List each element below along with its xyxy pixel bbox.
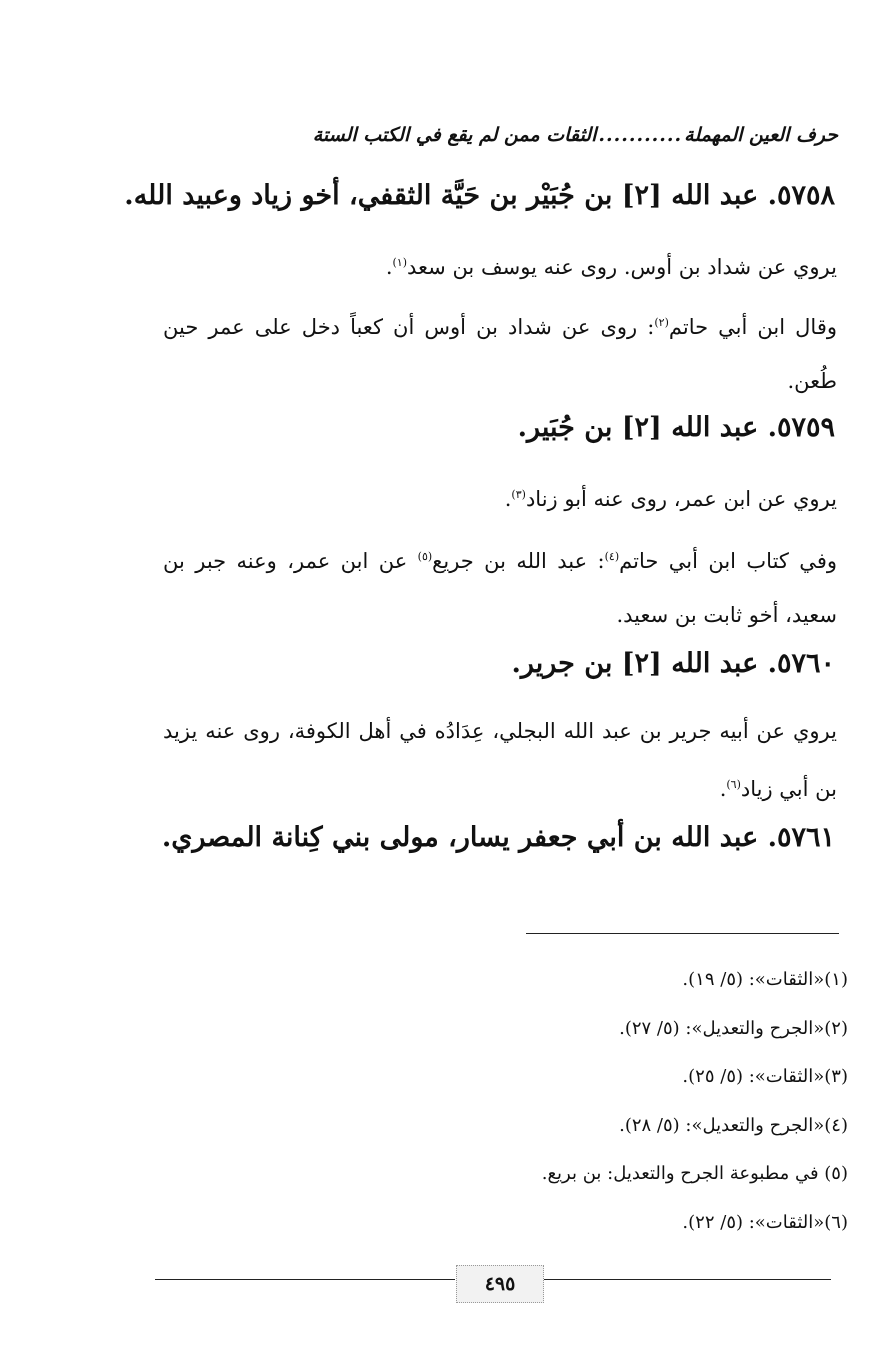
bottom-rule-right: [544, 1279, 831, 1280]
entry-title-5758: ٥٧٥٨. عبد الله [٢] بن جُبَيْر بن حَيَّة الثقفي، أخو زياد وعبيد الله.: [124, 180, 835, 211]
entry-5758-para-1: يروي عن شداد بن أوس. روى عنه يوسف بن سعد$^{(١)}$.: [385, 255, 837, 279]
footnotes: [508, 962, 848, 1253]
entry-title-5759: ٥٧٥٩. عبد الله [٢] بن جُبَير.: [517, 412, 835, 443]
footnote-mark-4: (٤): [604, 550, 620, 563]
footnote-mark-3: (٣): [511, 488, 526, 501]
footnote-6: (٦)«الثقات»: (٥/ ٢٢).: [682, 1211, 848, 1233]
entry-5759-para-1: يروي عن ابن عمر، روى عنه أبو زناد$^{(٣)}$.: [504, 487, 837, 511]
header-leader-dots: ...........: [598, 124, 683, 146]
entry-title-5760: ٥٧٦٠. عبد الله [٢] بن جرير.: [511, 648, 835, 679]
footnote-3: (٣)«الثقات»: (٥/ ٢٥).: [682, 1066, 848, 1087]
footnote-mark-2: (٢): [654, 316, 669, 329]
footnote-mark-1: (١): [392, 256, 408, 269]
footnote-2: (٢)«الجرح والتعديل»: (٥/ ٢٧).: [619, 1017, 848, 1039]
entry-title-5761: ٥٧٦١. عبد الله بن أبي جعفر يسار، مولى بني كِنانة المصري.: [161, 822, 835, 853]
header-section: حرف العين المهملة: [684, 124, 838, 146]
footnote-mark-5: (٥): [417, 550, 433, 563]
entry-5758-para-2: وقال ابن أبي حاتم$^{(٢)}$: روى عن شداد بن أوس أن كعباً دخل على عمر حين طُعن.: [163, 315, 838, 393]
footnote-1: (١)«الثقات»: (٥/ ١٩).: [682, 969, 848, 990]
bottom-rule-left: [155, 1279, 455, 1280]
running-header: [176, 124, 838, 154]
entry-5759-para-2: وفي كتاب ابن أبي حاتم$^{(٤)}$: عبد الله بن جريع$^{(٥)}$ عن ابن عمر، وعنه جبر بن سعيد، أخو ثابت بن سعيد.: [163, 549, 837, 627]
footnote-mark-6: (٦): [726, 778, 741, 791]
header-book-title: الثقات ممن لم يقع في الكتب الستة: [312, 124, 597, 146]
footnote-5: (٥) في مطبوعة الجرح والتعديل: بن بريع.: [541, 1163, 848, 1184]
footnote-4: (٤)«الجرح والتعديل»: (٥/ ٢٨).: [619, 1114, 848, 1136]
page-number: ٤٩٥: [456, 1265, 544, 1303]
footnote-separator: [526, 933, 839, 934]
entry-5760-para-1: يروي عن أبيه جرير بن عبد الله البجلي، عِدَادُه في أهل الكوفة، روى عنه يزيد بن أبي زياد$^{(٦)}$.: [163, 719, 837, 801]
